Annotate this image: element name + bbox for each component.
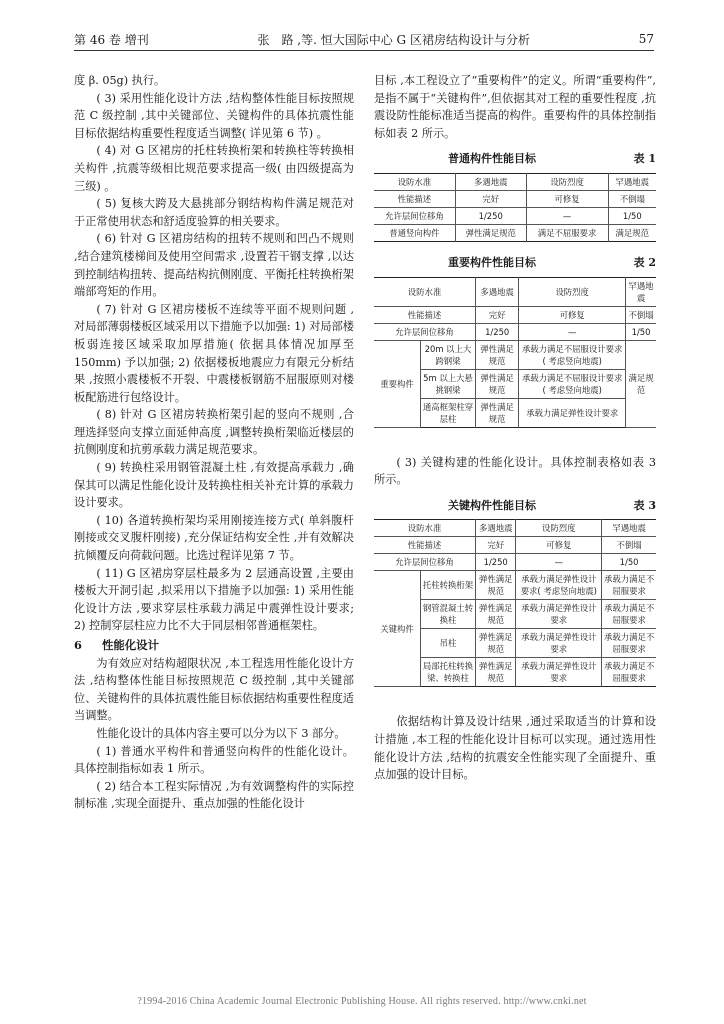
table-cell: 承载力满足弹性设计要求 bbox=[519, 398, 626, 427]
table-cell: — bbox=[516, 554, 602, 571]
table-cell: 允许层间位移角 bbox=[374, 323, 476, 340]
table-label: 表 1 bbox=[633, 152, 656, 166]
table-cell: 性能描述 bbox=[374, 190, 455, 207]
table-cell: 弹性满足规范 bbox=[476, 600, 516, 629]
table-cell: 可修复 bbox=[526, 190, 608, 207]
paragraph: ( 1) 普通水平构件和普通竖向构件的性能化设计。具体控制指标如表 1 所示。 bbox=[74, 744, 354, 776]
table-label: 表 3 bbox=[633, 498, 656, 512]
table-cell: 不倒塌 bbox=[602, 537, 656, 554]
paragraph: ( 11) G 区裙房穿层柱最多为 2 层通高设置 ,主要由楼板大开洞引起 ,拟采用以下措施予以加强: 1) 采用性能化设计方法 ,要求穿层柱承载力满足中震弹性设计要求; 2) 控制穿层柱应力比不大于同层相邻普通框架柱。 bbox=[74, 566, 354, 633]
paragraph: ( 3) 关键构建的性能化设计。具体控制表格如表 3 所示。 bbox=[374, 455, 656, 487]
table-cell: 设防烈度 bbox=[526, 173, 608, 190]
table-row bbox=[374, 571, 656, 600]
table-cell: 设防烈度 bbox=[516, 520, 602, 537]
table-cell: 弹性满足规范 bbox=[455, 224, 526, 241]
table-2 bbox=[374, 277, 656, 428]
table-cell: 承载力满足不屈服设计要求( 考虑竖向地震) bbox=[519, 369, 626, 398]
paragraph: 性能化设计的具体内容主要可以分为以下 3 部分。 bbox=[96, 726, 346, 740]
paragraph: 为有效应对结构超限状况 ,本工程选用性能化设计方法 ,结构整体性能目标按照规范 C 级控制 ,其中关键部位、关键构件的具体抗震性能目标依据结构重要性程度适当调整。 bbox=[74, 656, 354, 723]
right-column bbox=[374, 72, 656, 784]
table-cell: 重要构件 bbox=[374, 340, 421, 427]
table-caption bbox=[374, 150, 656, 168]
paragraph: ( 2) 结合本工程实际情况 ,为有效调整构件的实际控制标准 ,实现全面提升、重点加强的性能化设计 bbox=[74, 779, 354, 811]
table-cell: 弹性满足规范 bbox=[476, 571, 516, 600]
left-column bbox=[74, 72, 354, 813]
page-number: 57 bbox=[638, 32, 654, 46]
table-cell: 性能描述 bbox=[374, 306, 476, 323]
table-cell: 承载力满足弹性设计要求( 考虑竖向地震) bbox=[516, 571, 602, 600]
table-cell: 1/50 bbox=[608, 207, 656, 224]
table-row bbox=[374, 340, 656, 369]
table-cell: 承载力满足不屈服要求 bbox=[602, 600, 656, 629]
table-cell: 设防水准 bbox=[374, 173, 455, 190]
table-row bbox=[374, 520, 656, 537]
table-row bbox=[374, 224, 656, 241]
table-cell: 普通竖向构件 bbox=[374, 224, 455, 241]
table-cell: 承载力满足弹性设计要求 bbox=[516, 658, 602, 687]
table-cell: 20m 以上大跨钢梁 bbox=[421, 340, 476, 369]
table-cell: 完好 bbox=[476, 306, 519, 323]
table-title: 重要构件性能目标 bbox=[448, 255, 536, 269]
table-cell: 1/50 bbox=[626, 323, 656, 340]
section-title: 性能化设计 bbox=[102, 638, 159, 652]
journal-volume: 第 46 卷 增刊 bbox=[74, 32, 149, 47]
table-cell: 1/250 bbox=[476, 554, 516, 571]
paragraph: ( 6) 针对 G 区裙房结构的扭转不规则和凹凸不规则 ,结合建筑楼梯间及使用空间需求 ,设置若干钢支撑 ,以达到控制结构扭转、提高结构抗侧刚度、平衡托柱转换桁架端部弯矩的作用。 bbox=[74, 232, 354, 299]
table-row bbox=[374, 173, 656, 190]
table-cell: 1/250 bbox=[455, 207, 526, 224]
table-cell: 5m 以上大悬挑钢梁 bbox=[421, 369, 476, 398]
table-cell: 完好 bbox=[455, 190, 526, 207]
table-cell: 承载力满足不屈服设计要求( 考虑竖向地震) bbox=[519, 340, 626, 369]
table-cell: 承载力满足弹性设计要求 bbox=[516, 600, 602, 629]
paragraph: ( 10) 各道转换桁架均采用刚接连接方式( 单斜腹杆刚接或交叉腹杆刚接) ,充分保证结构安全性 ,并有效解决抗倾覆反向荷载问题。比选过程详见第 7 节。 bbox=[74, 513, 354, 563]
table-cell: 弹性满足规范 bbox=[476, 369, 519, 398]
section-number: 6 bbox=[74, 638, 82, 652]
table-cell: 不倒塌 bbox=[626, 306, 656, 323]
table-cell: 关键构件 bbox=[374, 571, 421, 687]
table-cell: 设防水准 bbox=[374, 520, 476, 537]
paragraph: 度 β. 05g) 执行。 bbox=[74, 74, 166, 87]
table-cell: 多遇地震 bbox=[455, 173, 526, 190]
paragraph: ( 5) 复核大跨及大悬挑部分钢结构构件满足规范对于正常使用状态和舒适度验算的相关要求。 bbox=[74, 197, 354, 228]
table-row bbox=[374, 277, 656, 306]
table-cell: 弹性满足规范 bbox=[476, 658, 516, 687]
table-row bbox=[374, 554, 656, 571]
table-cell: 承载力满足不屈服要求 bbox=[602, 658, 656, 687]
table-row bbox=[374, 306, 656, 323]
table-cell: 允许层间位移角 bbox=[374, 207, 455, 224]
article-running-title: 张 路 ,等. 恒大国际中心 G 区裙房结构设计与分析 bbox=[257, 32, 530, 47]
table-cell: 完好 bbox=[476, 537, 516, 554]
table-cell: 允许层间位移角 bbox=[374, 554, 476, 571]
table-cell: 设防水准 bbox=[374, 277, 476, 306]
table-cell: 可修复 bbox=[516, 537, 602, 554]
table-caption bbox=[374, 254, 656, 272]
table-cell: 罕遇地震 bbox=[602, 520, 656, 537]
table-cell: 可修复 bbox=[519, 306, 626, 323]
section-heading bbox=[74, 637, 354, 655]
table-cell: 1/250 bbox=[476, 323, 519, 340]
table-cell: — bbox=[519, 323, 626, 340]
table-cell: 钢管混凝土转换柱 bbox=[421, 600, 476, 629]
paragraph: ( 3) 采用性能化设计方法 ,结构整体性能目标按照规范 C 级控制 ,其中关键部位、关键构件的具体抗震性能目标依据结构重要性程度适当调整( 详见第 6 节) 。 bbox=[74, 91, 354, 140]
table-cell: 通高框架柱穿层柱 bbox=[421, 398, 476, 427]
table-cell: 1/50 bbox=[602, 554, 656, 571]
table-cell: 满足规范 bbox=[626, 340, 656, 427]
table-cell: 弹性满足规范 bbox=[476, 398, 519, 427]
table-row bbox=[374, 537, 656, 554]
table-cell: 设防烈度 bbox=[519, 277, 626, 306]
table-row bbox=[374, 207, 656, 224]
paragraph: 目标 ,本工程设立了“重要构件”的定义。所谓“重要构件”,是指不属于“关键构件”,但依据其对工程的重要性程度 ,抗震设防性能标准适当提高的构件。重要构件的具体控制指标如表 2 所示。 bbox=[374, 74, 656, 140]
paragraph: ( 9) 转换柱采用钢管混凝土柱 ,有效提高承载力 ,确保其可以满足性能化设计及转换柱相关补充计算的承载力设计要求。 bbox=[74, 461, 354, 510]
table-cell: 承载力满足弹性设计要求 bbox=[516, 629, 602, 658]
paragraph: 依据结构计算及设计结果 ,通过采取适当的计算和设计措施 ,本工程的性能化设计目标可以实现。通过选用性能化设计方法 ,结构的抗震安全性能实现了全面提升、重点加强的设计目标。 bbox=[374, 715, 656, 782]
table-cell: 吊柱 bbox=[421, 629, 476, 658]
table-cell: — bbox=[526, 207, 608, 224]
table-cell: 承载力满足不屈服要求 bbox=[602, 629, 656, 658]
paragraph: ( 4) 对 G 区裙房的托柱转换桁架和转换柱等转换相关构件 ,抗震等级相比规范要求提高一级( 由四级提高为三级) 。 bbox=[74, 144, 354, 193]
table-label: 表 2 bbox=[633, 255, 656, 269]
running-header bbox=[74, 28, 654, 51]
table-cell: 局部托柱转换梁、转换柱 bbox=[421, 658, 476, 687]
table-cell: 弹性满足规范 bbox=[476, 629, 516, 658]
table-1 bbox=[374, 173, 656, 242]
table-cell: 不倒塌 bbox=[608, 190, 656, 207]
table-cell: 多遇地震 bbox=[476, 520, 516, 537]
table-row bbox=[374, 323, 656, 340]
table-cell: 托柱转换桁架 bbox=[421, 571, 476, 600]
table-title: 关键构件性能目标 bbox=[448, 498, 536, 512]
paragraph: ( 8) 针对 G 区裙房转换桁架引起的竖向不规则 ,合理选择竖向支撑立面延伸高度 ,调整转换桁架临近楼层的抗侧刚度和抗剪承载力满足规范要求。 bbox=[74, 408, 354, 457]
table-row bbox=[374, 190, 656, 207]
table-cell: 弹性满足规范 bbox=[476, 340, 519, 369]
table-cell: 满足规范 bbox=[608, 224, 656, 241]
table-cell: 多遇地震 bbox=[476, 277, 519, 306]
copyright-footer: ?1994-2016 China Academic Journal Electronic Publishing House. All rights reserved. http://www.cnki.net bbox=[137, 996, 587, 1007]
table-cell: 罕遇地震 bbox=[626, 277, 656, 306]
table-cell: 满足不屈服要求 bbox=[526, 224, 608, 241]
table-cell: 承载力满足不屈服要求 bbox=[602, 571, 656, 600]
table-cell: 性能描述 bbox=[374, 537, 476, 554]
table-title: 普通构件性能目标 bbox=[448, 152, 536, 166]
table-caption bbox=[374, 497, 656, 515]
table-cell: 罕遇地震 bbox=[608, 173, 656, 190]
paragraph: ( 7) 针对 G 区裙房楼板不连续等平面不规则问题 ,对局部薄弱楼板区域采用以下措施予以加强: 1) 对局部楼板弱连接区域采取加厚措施( 依据具体情况加厚至 150mm) 予以加强; 2) 依据楼板地震应力有限元分析结果 ,按照小震楼板不开裂、中震楼板钢筋不屈服原则对楼板配筋进行包络设计。 bbox=[74, 302, 354, 404]
table-3 bbox=[374, 519, 656, 687]
